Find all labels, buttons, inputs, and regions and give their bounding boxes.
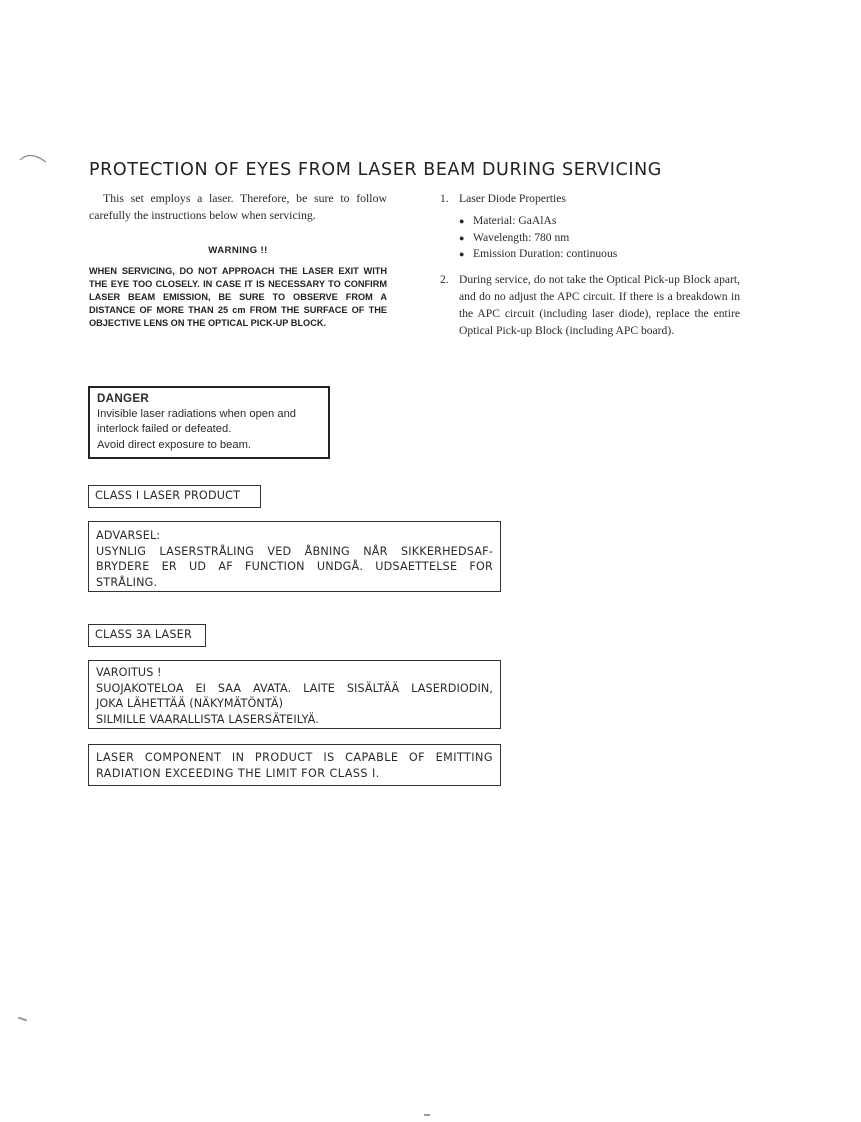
class-1-label-box: CLASS I LASER PRODUCT [88, 485, 261, 508]
property-item-1 [440, 190, 740, 207]
item-text: During service, do not take the Optical Pick-up Block apart, and do no adjust the APC circuit. If there is a breakdown in the APC circuit (including laser diode), replace the entire Optical Pick-up Block (including APC board). [459, 272, 740, 337]
scan-mark-icon [18, 1017, 27, 1022]
component-line: LASER COMPONENT IN PRODUCT IS CAPABLE OF EMITTING [96, 751, 493, 764]
property-item-2 [440, 271, 740, 339]
advarsel-line: USYNLIG LASERSTRÅLING VED ÅBNING NÅR SIKKERHEDSAF- [96, 544, 493, 558]
danger-line: Avoid direct exposure to beam. [97, 438, 252, 451]
list-item: ● Emission Duration: continuous [459, 246, 740, 263]
item-label: Laser Diode Properties [459, 192, 566, 205]
varoitus-line: SILMILLE VAARALLISTA LASERSÄTEILYÄ. [96, 712, 319, 726]
danger-line: interlock failed or defeated. [97, 423, 232, 435]
bullet-icon: ● [459, 232, 465, 243]
danger-label-box [88, 386, 330, 459]
intro-paragraph [89, 190, 387, 224]
advarsel-line: BRYDERE ER UD AF FUNCTION UNDGÅ. UDSAETTELSE FOR [96, 560, 493, 573]
list-item: ● Wavelength: 780 nm [459, 230, 740, 247]
advarsel-title: ADVARSEL: [96, 529, 161, 542]
scan-mark-icon [424, 1114, 430, 1116]
danger-line: Invisible laser radiations when open and [97, 407, 297, 420]
item-number: 1. [440, 192, 449, 205]
varoitus-label-box [88, 660, 501, 729]
advarsel-line: STRÅLING. [96, 575, 158, 589]
list-item: ● Material: GaAlAs [459, 213, 740, 230]
advarsel-label-box [88, 521, 501, 592]
page-title: PROTECTION OF EYES FROM LASER BEAM DURING SERVICING [89, 160, 662, 180]
varoitus-title: VAROITUS ! [96, 666, 162, 679]
intro-text: This set employs a laser. Therefore, be sure to follow carefully the instructions below when servicing. [89, 191, 387, 222]
item-number: 2. [440, 272, 449, 286]
warning-heading: WARNING !! [208, 245, 268, 256]
varoitus-line: SUOJAKOTELOA EI SAA AVATA. LAITE SISÄLTÄÄ LASERDIODIN, [96, 681, 493, 695]
warning-body: WHEN SERVICING, DO NOT APPROACH THE LASER EXIT WITH THE EYE TOO CLOSELY. IN CASE IT IS NECESSARY TO CONFIRM LASER BEAM EMISSION, BE SURE TO OBSERVE FROM A DISTANCE OF MORE THAN 25 cm FROM THE SURFACE OF THE OBJECTIVE LENS ON THE OPTICAL PICK-UP BLOCK. [89, 266, 387, 328]
component-line: RADIATION EXCEEDING THE LIMIT FOR CLASS I. [96, 766, 380, 780]
laser-properties-section [440, 190, 740, 339]
bullet-icon: ● [459, 216, 465, 226]
bullet-icon: ● [459, 249, 465, 259]
scan-mark-icon [18, 150, 52, 168]
danger-title: DANGER [97, 392, 150, 405]
property-bullet-list [440, 213, 740, 263]
laser-component-label-box [88, 744, 501, 786]
varoitus-line: JOKA LÄHETTÄÄ (NÄKYMÄTÖNTÄ) [96, 697, 284, 710]
class-3a-label-box: CLASS 3A LASER [88, 624, 206, 647]
